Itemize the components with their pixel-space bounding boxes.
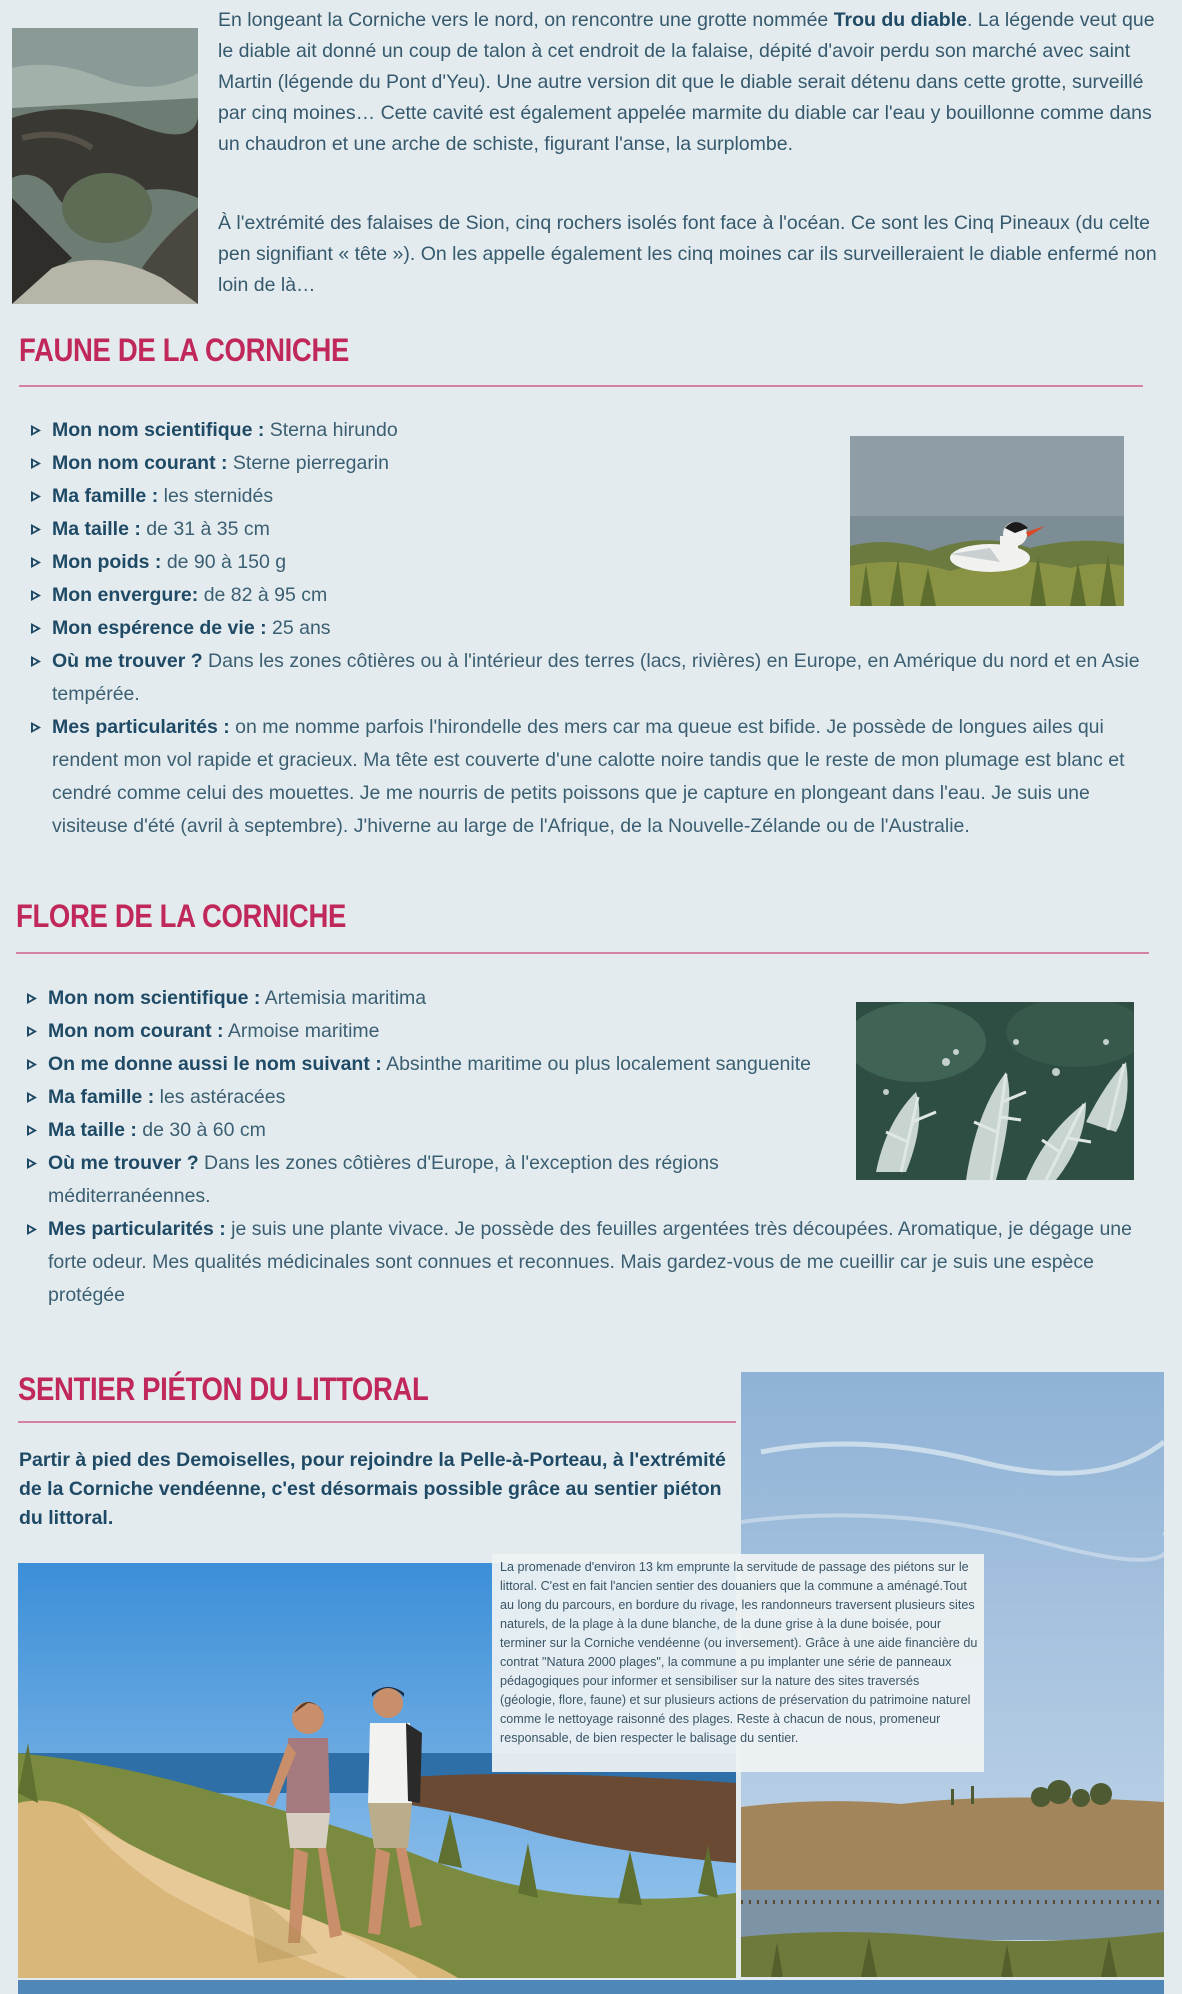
faune-label: Mon nom courant : <box>52 452 228 474</box>
bullet-arrow-icon <box>30 622 42 635</box>
flore-item <box>22 1213 1158 1312</box>
faune-item <box>26 447 812 480</box>
sentier-divider <box>18 1421 736 1423</box>
faune-label: Mon poids : <box>52 551 162 573</box>
flore-title: FLORE DE LA CORNICHE <box>16 898 346 934</box>
sentier-title: SENTIER PIÉTON DU LITTORAL <box>18 1371 429 1407</box>
flore-item <box>22 1081 838 1114</box>
bullet-arrow-icon <box>30 457 42 470</box>
bullet-arrow-icon <box>30 424 42 437</box>
bullet-arrow-icon <box>26 1091 38 1104</box>
faune-item <box>26 579 812 612</box>
sentier-description-box: La promenade d'environ 13 km emprunte la servitude de passage des piétons sur le littoral. C'est en fait l'ancien sentier des douaniers que la commune a aménagé.Tout au long du parcours, en bordure du rivage, les randonneurs traversent plusieurs sites naturels, de la plage à la dune blanche, de la dune grise à la dune boisée, pour terminer sur la Corniche vendéenne (ou inversement). Grâce à une aide financière du contrat "Natura 2000 plages", la commune a pu implanter une série de panneaux pédagogiques pour informer et sensibiliser sur la nature des sites traversés (géologie, flore, faune) et sur plusieurs actions de préservation du patrimoine naturel comme le nettoyage raisonné des plages. Reste à chacun de nous, promeneur responsable, de bien respecter le balisage du sentier. <box>492 1554 984 1772</box>
faune-item <box>26 612 812 645</box>
faune-label: Mes particularités : <box>52 716 230 738</box>
flore-label: Mon nom scientifique : <box>48 987 261 1009</box>
faune-value: Dans les zones côtières ou à l'intérieur des terres (lacs, rivières) en Europe, en Amérique du nord et en Asie tempérée. <box>52 650 1140 705</box>
intro-paragraph-1 <box>218 5 1158 160</box>
flore-label: On me donne aussi le nom suivant : <box>48 1053 382 1075</box>
faune-value: on me nomme parfois l'hirondelle des mers car ma queue est bifide. Je possède de longues ailes qui rendent mon vol rapide et gracieux. Ma tête est couverte d'une calotte noire tandis que le reste de mon plumage est blanc et cendré comme celui des mouettes. Je me nourris de petits poissons que je capture en plongeant dans l'eau. Je suis une visiteuse d'été (avril à septembre). J'hiverne au large de l'Afrique, de la Nouvelle-Zélande ou de l'Australie. <box>52 716 1125 837</box>
flore-value: Armoise maritime <box>223 1020 380 1042</box>
faune-value: de 31 à 35 cm <box>140 518 270 540</box>
faune-label: Où me trouver ? <box>52 650 203 672</box>
intro-text-start: En longeant la Corniche vers le nord, on rencontre une grotte nommée <box>218 9 834 31</box>
flore-item <box>22 1147 838 1213</box>
bullet-arrow-icon <box>30 523 42 536</box>
flore-label: Où me trouver ? <box>48 1152 199 1174</box>
tern-photo <box>850 436 1124 606</box>
faune-item <box>26 513 812 546</box>
bullet-arrow-icon <box>30 721 42 734</box>
faune-divider <box>19 385 1143 387</box>
faune-value: de 82 à 95 cm <box>198 584 328 606</box>
bullet-arrow-icon <box>26 1124 38 1137</box>
faune-value: de 90 à 150 g <box>161 551 287 573</box>
bullet-arrow-icon <box>26 992 38 1005</box>
faune-label: Ma taille : <box>52 518 141 540</box>
flore-value: Absinthe maritime ou plus localement sanguenite <box>381 1053 811 1075</box>
flore-value: Dans les zones côtières d'Europe, à l'exception des régions méditerranéennes. <box>48 1152 719 1207</box>
intro-paragraph-2: À l'extrémité des falaises de Sion, cinq rochers isolés font face à l'océan. Ce sont les Cinq Pineaux (du celte pen signifiant « tête »). On les appelle également les cinq moines car ils surveilleraient le diable enfermé non loin de là… <box>218 212 1157 296</box>
flore-item <box>22 1114 838 1147</box>
faune-value: les sternidés <box>158 485 274 507</box>
faune-label: Mon nom scientifique : <box>52 419 265 441</box>
flore-value: les astéracées <box>154 1086 286 1108</box>
flore-item <box>22 1048 838 1081</box>
faune-label: Mon envergure: <box>52 584 199 606</box>
faune-label: Ma famille : <box>52 485 159 507</box>
bullet-arrow-icon <box>26 1157 38 1170</box>
bullet-arrow-icon <box>30 490 42 503</box>
sentier-intro: Partir à pied des Demoiselles, pour rejoindre la Pelle-à-Porteau, à l'extrémité de la Corniche vendéenne, c'est désormais possible grâce au sentier piéton du littoral. <box>19 1449 726 1529</box>
flore-value: Artemisia maritima <box>260 987 427 1009</box>
flore-value: je suis une plante vivace. Je possède des feuilles argentées très découpées. Aromatique, je dégage une forte odeur. Mes qualités médicinales sont connues et reconnues. Mais gardez-vous de me cueillir car je suis une espèce protégée <box>48 1218 1132 1306</box>
grotto-photo <box>12 28 198 304</box>
faune-value: Sterna hirundo <box>264 419 398 441</box>
faune-item <box>26 711 1158 843</box>
bullet-arrow-icon <box>30 556 42 569</box>
flore-value: de 30 à 60 cm <box>136 1119 266 1141</box>
bullet-arrow-icon <box>30 655 42 668</box>
bottom-band <box>18 1980 1164 1994</box>
faune-value: 25 ans <box>266 617 331 639</box>
trou-du-diable-term: Trou du diable <box>833 9 967 31</box>
flore-item <box>22 1015 838 1048</box>
flore-label: Ma taille : <box>48 1119 137 1141</box>
faune-label: Mon espérence de vie : <box>52 617 267 639</box>
flore-label: Mes particularités : <box>48 1218 226 1240</box>
flore-label: Mon nom courant : <box>48 1020 224 1042</box>
bullet-arrow-icon <box>30 589 42 602</box>
intro-text-end: . La légende veut que le diable ait donné un coup de talon à cet endroit de la falaise, dépité d'avoir perdu son marché avec saint Martin (légende du Pont d'Yeu). Une autre version dit que le diable serait détenu dans cette grotte, surveillé par cinq moines… Cette cavité est également appelée marmite du diable car l'eau y bouillonne comme dans un chaudron et une arche de schiste, figurant l'anse, la surplombe. <box>218 9 1155 155</box>
flore-label: Ma famille : <box>48 1086 155 1108</box>
faune-title: FAUNE DE LA CORNICHE <box>19 332 350 368</box>
flore-item <box>22 982 838 1015</box>
faune-item <box>26 480 812 513</box>
bullet-arrow-icon <box>26 1223 38 1236</box>
artemisia-photo <box>856 1002 1134 1180</box>
bullet-arrow-icon <box>26 1058 38 1071</box>
faune-item <box>26 645 1158 711</box>
faune-item <box>26 546 812 579</box>
flore-divider <box>16 952 1149 954</box>
faune-item <box>26 414 812 447</box>
bullet-arrow-icon <box>26 1025 38 1038</box>
faune-value: Sterne pierregarin <box>227 452 389 474</box>
